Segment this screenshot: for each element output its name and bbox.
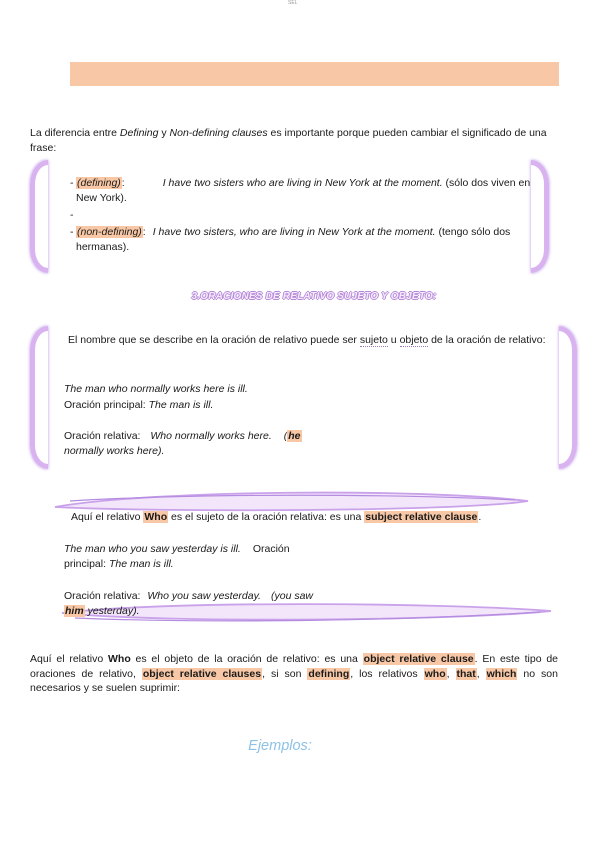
- note-defining: (sólo dos viven en New York).: [76, 177, 531, 204]
- term-non-defining: (non-defining): [77, 226, 142, 238]
- relative-which: which: [486, 667, 517, 680]
- note-non-defining: (tengo sólo dos hermanas).: [76, 226, 511, 253]
- word-him: him: [65, 604, 84, 617]
- example-sentence-subject: The man who normally works here is ill.: [64, 383, 248, 395]
- relative-clause: Oración relativa: Who normally works here. (he: [64, 430, 301, 442]
- relative-who: who: [424, 667, 446, 680]
- bullet: -: [70, 177, 74, 189]
- word-he: he: [288, 430, 301, 442]
- empty-bullet: -: [70, 209, 74, 221]
- colon: :: [121, 177, 125, 189]
- principal-clause: Oración principal: The man is ill.: [64, 399, 214, 411]
- word-who: Who: [144, 511, 168, 523]
- example-non-defining: I have two sisters, who are living in New York at the moment.: [152, 226, 436, 238]
- word-sujeto: sujeto: [359, 334, 388, 346]
- subject-note: Aquí el relativo Who es el sujeto de la oración relativa: es una subject relative clause.: [71, 511, 482, 523]
- term-object-relative-clause: object relative clause: [363, 653, 474, 665]
- word-objeto: objeto: [399, 334, 429, 346]
- intro-text-1: La diferencia entre: [30, 127, 120, 139]
- word-who: Who: [108, 653, 131, 665]
- example-sentence-object: The man who you saw yesterday is ill. Oración principal: The man is ill.: [64, 543, 290, 570]
- example-defining: I have two sisters who are living in New York at the moment.: [162, 177, 443, 189]
- intro-text-3: y: [158, 127, 170, 139]
- section-heading: 3.ORACIONES DE RELATIVO SUJETO Y OBJETO:: [191, 291, 437, 302]
- object-note: Aquí el relativo Who es el objeto de la oración de relativo: es una object relative clause. En este tipo de oraciones de relativo, object relative clauses, si son defining, los relativos who, that, which no son necesarios y se suelen suprimir:: [30, 653, 558, 694]
- header-mark: SEL: [288, 0, 298, 6]
- term-defining: defining: [308, 667, 350, 680]
- intro-non-defining: Non-defining clauses: [169, 127, 268, 139]
- term-defining: (defining): [77, 177, 121, 189]
- relative-description: El nombre que se describe en la oración de relativo puede ser sujeto u objeto de la oración de relativo:: [68, 334, 546, 346]
- intro-text-5: es importante porque pueden cambiar el significado de una frase:: [30, 127, 547, 154]
- relative-clause-continued: normally works here).: [64, 445, 165, 457]
- intro-defining: Defining: [119, 127, 159, 139]
- relative-that: that: [456, 667, 476, 680]
- bullet: -: [70, 226, 74, 238]
- relative-clause-object: Oración relativa: Who you saw yesterday. (you saw him yesterday).: [64, 590, 313, 617]
- colon: :: [142, 226, 146, 238]
- examples-heading: Ejemplos:: [248, 738, 312, 754]
- term-object-relative-clauses: object relative clauses: [142, 667, 262, 680]
- term-subject-relative-clause: subject relative clause: [365, 511, 478, 523]
